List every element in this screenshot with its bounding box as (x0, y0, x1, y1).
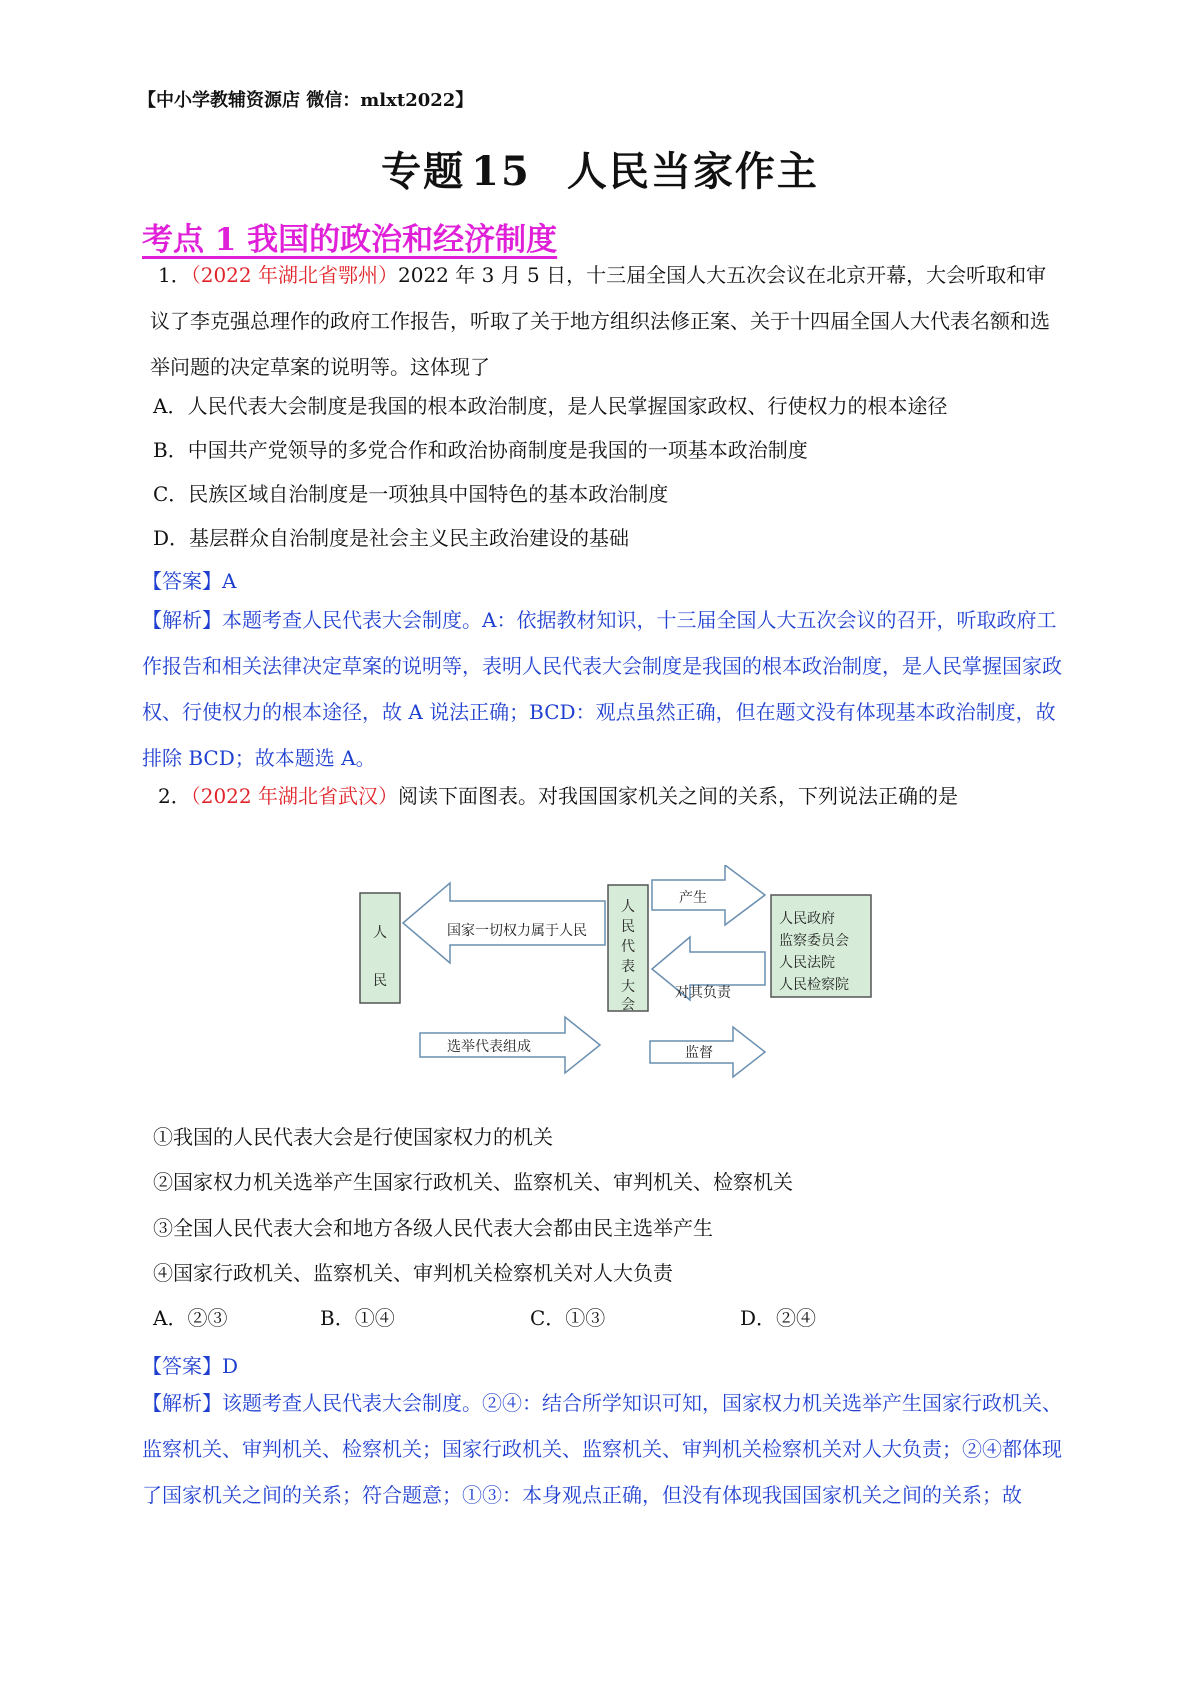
q2-statement-2: ②国家权力机关选举产生国家行政机关、监察机关、审判机关、检察机关 (153, 1170, 793, 1194)
q1-answer-label: 【答案】 (142, 569, 222, 593)
q1-answer (142, 565, 236, 594)
q1-analysis-text: 本题考查人民代表大会制度。A：依据教材知识，十三届全国人大五次会议的召开，听取政府工作报告和相关法律决定草案的说明等，表明人民代表大会制度是我国的根本政治制度，是人民掌握国家政权、行使权力的根本途径，故 A 说法正确；BCD：观点虽然正确，但在题文没有体现基本政治制度，故排除 BCD；故本题选 A。 (142, 608, 1062, 770)
q1-option-c: C．民族区域自治制度是一项独具中国特色的基本政治制度 (153, 482, 669, 506)
elect-arrow-label: 选举代表组成 (447, 1039, 531, 1055)
npc-char-1: 人 (621, 899, 635, 915)
section-heading: 考点 1 我国的政治和经济制度 (142, 222, 558, 258)
people-label-1: 人 (373, 925, 387, 941)
q2-choice-d: D．②④ (740, 1306, 817, 1330)
npc-char-2: 民 (621, 919, 635, 935)
q1-option-b: B．中国共产党领导的多党合作和政治协商制度是我国的一项基本政治制度 (153, 438, 808, 462)
q2-stem-text: 阅读下面图表。对我国国家机关之间的关系，下列说法正确的是 (398, 784, 958, 808)
title-prefix: 专题 (381, 148, 466, 195)
q1-analysis (142, 597, 1067, 781)
people-label-2: 民 (373, 973, 387, 989)
q2-statement-3: ③全国人民代表大会和地方各级人民代表大会都由民主选举产生 (153, 1216, 713, 1240)
npc-char-4: 表 (621, 959, 635, 975)
q2-choice-a: A．②③ (153, 1306, 228, 1330)
q2-answer-label: 【答案】 (142, 1354, 222, 1378)
q2-answer (142, 1350, 238, 1379)
q2-answer-value: D (222, 1354, 239, 1378)
q2-source: （2022 年湖北省武汉） (190, 784, 398, 808)
npc-char-5: 大 (621, 979, 635, 995)
watermark-header: 【中小学教辅资源店 微信：mlxt2022】 (138, 90, 474, 111)
q2-choice-c: C．①③ (530, 1306, 606, 1330)
title-text: 人民当家作主 (566, 148, 819, 195)
organ-procuratorate: 人民检察院 (779, 977, 849, 993)
q1-option-a: A．人民代表大会制度是我国的根本政治制度，是人民掌握国家政权、行使权力的根本途径 (153, 394, 948, 418)
organ-government: 人民政府 (779, 911, 835, 927)
q2-analysis-text: 该题考查人民代表大会制度。②④：结合所学知识可知，国家权力机关选举产生国家行政机关、监察机关、审判机关、检察机关；国家行政机关、监察机关、审判机关检察机关对人大负责；②④都体现了国家机关之间的关系；符合题意；①③：本身观点正确，但没有体现我国国家机关之间的关系；故 (142, 1391, 1062, 1507)
produce-arrow-label: 产生 (679, 890, 707, 906)
q2-statement-4: ④国家行政机关、监察机关、审判机关检察机关对人大负责 (153, 1261, 673, 1285)
page-title (0, 140, 1200, 197)
q2-choice-b: B．①④ (320, 1306, 395, 1330)
q1-source: （2022 年湖北省鄂州） (190, 263, 398, 287)
q1-answer-value: A (222, 569, 237, 593)
organ-court: 人民法院 (779, 955, 835, 971)
organ-supervision: 监察委员会 (779, 933, 849, 949)
state-organs-diagram (355, 865, 900, 1095)
supervise-arrow-label: 监督 (685, 1045, 713, 1061)
power-arrow-label: 国家一切权力属于人民 (447, 923, 587, 939)
q2-number: 2． (158, 784, 191, 808)
q2-stem (150, 773, 1065, 819)
q1-stem-text: 2022 年 3 月 5 日，十三届全国人大五次会议在北京开幕，大会听取和审议了李克强总理作的政府工作报告，听取了关于地方组织法修正案、关于十四届全国人大代表名额和选举问题的决定草案的说明等。这体现了 (150, 263, 1050, 379)
title-number: 15 (471, 148, 531, 195)
q2-analysis (142, 1380, 1067, 1518)
q1-analysis-label: 【解析】 (142, 608, 222, 632)
q2-statement-1: ①我国的人民代表大会是行使国家权力的机关 (153, 1125, 553, 1149)
q1-option-d: D．基层群众自治制度是社会主义民主政治建设的基础 (153, 526, 630, 550)
q2-analysis-label: 【解析】 (142, 1391, 222, 1415)
produce-arrow (652, 865, 765, 925)
q1-number: 1． (158, 263, 191, 287)
q1-stem (150, 252, 1065, 390)
npc-char-3: 代 (621, 939, 635, 955)
responsible-arrow-label: 对其负责 (675, 985, 731, 1001)
npc-char-6: 会 (621, 997, 635, 1013)
